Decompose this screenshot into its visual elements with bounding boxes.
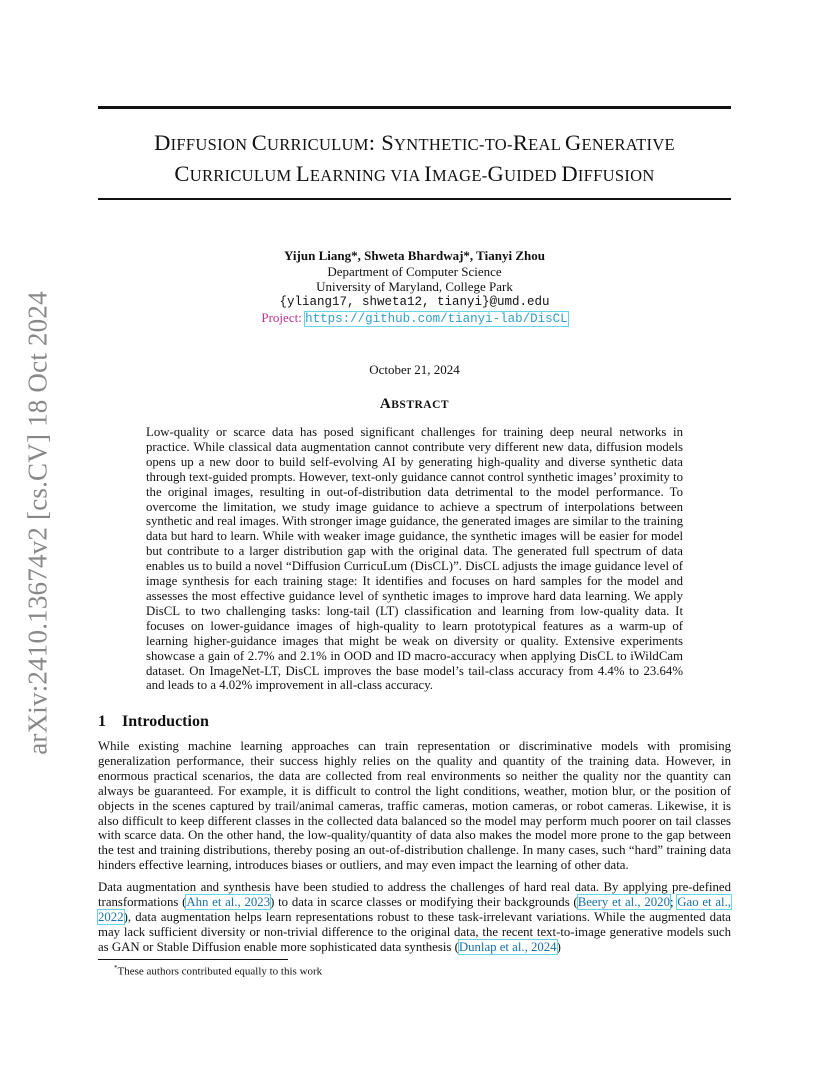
section-title: Introduction xyxy=(122,713,209,730)
title-bottom-rule xyxy=(98,198,731,200)
department: Department of Computer Science xyxy=(327,263,502,279)
title-line-2: CURRICULUM LEARNING VIA IMAGE-GUIDED DIFFUSION xyxy=(174,161,655,186)
footnote-rule xyxy=(98,959,288,960)
project-link[interactable]: https://github.com/tianyi-lab/DisCL xyxy=(305,312,568,326)
intro-paragraph-1: While existing machine learning approaches can train representation or discriminative models with promising generalization performance, their success highly relies on the quality and quantity of the training data. However, in enormous practical scenarios, the data are collected from real environments so neither the quality nor the quantity can always be guaranteed. For example, it is difficult to control the light conditions, weather, motion blur, or the position of objects in the scenes captured by trail/animal cameras, traffic cameras, motion cameras, or robot cameras. Likewise, it is also difficult to keep different classes in the collected data balanced so the model may perform much poorer on tail classes with scarce data. On the other hand, the low-quality/quantity of data also makes the model more prone to the gap between the test and training distributions, thereby posing an out-of-distribution challenge. In many cases, such “hard” training data hinders effective learning, introduces biases or outliers, and may even impact the learning of other data. xyxy=(98,739,731,873)
citation-link[interactable]: Ahn et al., 2023 xyxy=(186,894,271,909)
paper-date: October 21, 2024 xyxy=(369,362,460,377)
author-block xyxy=(98,248,731,328)
footnote: *These authors contributed equally to this work xyxy=(114,964,323,978)
abstract-text: Low-quality or scarce data has posed significant challenges for training deep neural networks in practice. While classical data augmentation cannot contribute very different new data, diffusion models opens up a new door to build self-evolving AI by generating high-quality and diverse synthetic data through text-guided prompts. However, text-only guidance cannot control synthetic images’ proximity to the original images, resulting in out-of-distribution data detrimental to the model performance. To overcome the limitation, we study image guidance to achieve a spectrum of interpolations between synthetic and real images. With stronger image guidance, the generated images are similar to the training data but hard to learn. While with weaker image guidance, the synthetic images will be easier for model but contribute to a larger distribution gap with the original data. The generated full spectrum of data enables us to build a novel “Diffusion CurricuLum (DisCL)”. DisCL adjusts the image guidance level of image synthesis for each training stage: It identifies and focuses on hard samples for the model and assesses the most effective guidance level of synthetic images to improve hard data learning. We apply DisCL to two challenging tasks: long-tail (LT) classification and learning from low-quality data. It focuses on lower-guidance images of high-quality to learn prototypical features as a warm-up of learning higher-guidance images that might be weak on diversity or quality. Extensive experiments showcase a gain of 2.7% and 2.1% in OOD and ID macro-accuracy when applying DisCL to iWildCam dataset. On ImageNet-LT, DisCL improves the base model’s tail-class accuracy from 4.4% to 23.64% and leads to a 4.02% improvement in all-class accuracy. xyxy=(146,425,683,693)
citation-link[interactable]: Dunlap et al., 2024 xyxy=(458,939,557,954)
top-rule xyxy=(98,106,731,109)
author-names: Yijun Liang*, Shweta Bhardwaj*, Tianyi Zhou xyxy=(284,248,545,263)
university: University of Maryland, College Park xyxy=(316,279,513,294)
citation-link[interactable]: Beery et al., 2020 xyxy=(577,894,670,909)
intro-paragraph-2: Data augmentation and synthesis have been studied to address the challenges of hard real data. By applying pre-defined transformations (Ahn et al., 2023) to data in scarce classes or modifying their backgrounds (Beery et al., 2020; Gao et al., 2022), data augmentation helps learn representations robust to these task-irrelevant variations. While the augmented data may lack sufficient diversity or non-trivial difference to the original data, the recent text-to-image generative models such as GAN or Stable Diffusion enable more sophisticated data synthesis (Dunlap et al., 2024) xyxy=(98,880,731,954)
title-line-1: DIFFUSION CURRICULUM: SYNTHETIC-TO-REAL GENERATIVE xyxy=(154,130,675,155)
project-label: Project: xyxy=(261,310,302,325)
abstract-heading: ABSTRACT xyxy=(379,396,450,412)
citation-link[interactable]: Gao et al., 2022 xyxy=(98,894,731,924)
project-line xyxy=(98,310,731,328)
section-heading xyxy=(98,713,209,731)
arxiv-identifier: arXiv:2410.13674v2 [cs.CV] 18 Oct 2024 xyxy=(22,291,53,755)
author-emails: {yliang17, shweta12, tianyi}@umd.edu xyxy=(279,294,550,309)
paper-title xyxy=(98,128,731,190)
section-number: 1 xyxy=(98,713,106,730)
